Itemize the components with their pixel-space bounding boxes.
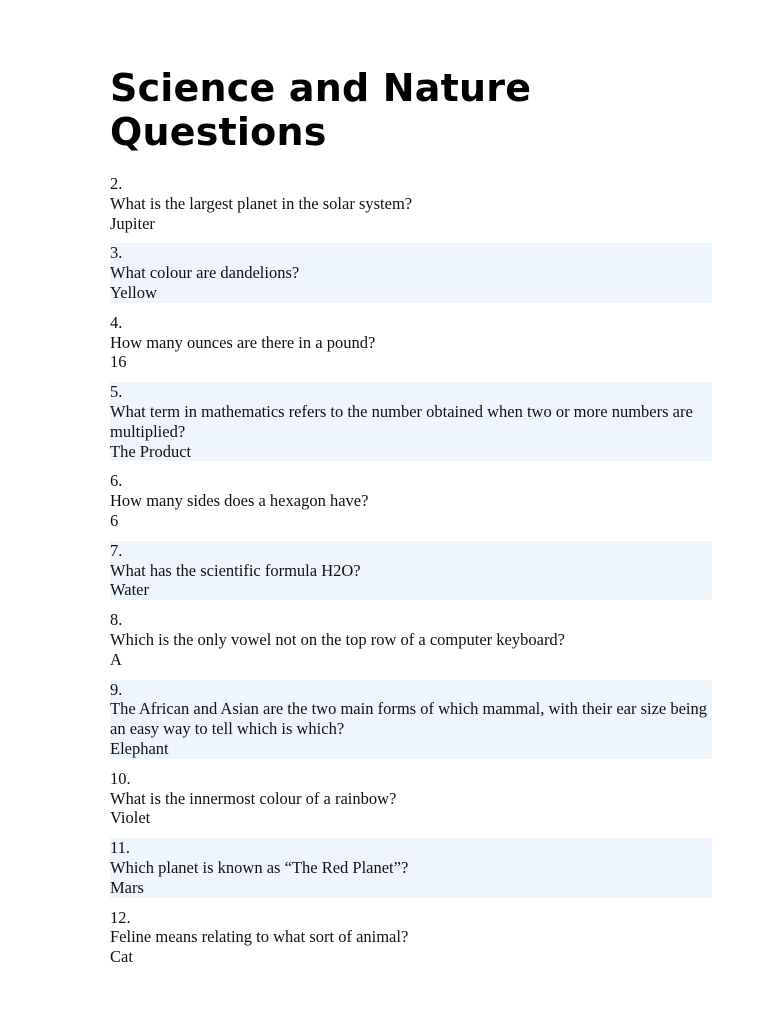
question-number: 2.	[110, 174, 123, 193]
question-item	[110, 243, 712, 302]
question-number: 5.	[110, 382, 123, 402]
question-text: What term in mathematics refers to the number obtained when two or more numbers are multiplied?	[110, 401, 693, 441]
question-number: 10.	[110, 768, 131, 788]
question-text: What colour are dandelions?	[110, 263, 300, 283]
question-text: The African and Asian are the two main forms of which mammal, with their ear size being an easy way to tell which is which?	[110, 699, 708, 739]
question-text: What has the scientific formula H2O?	[110, 560, 361, 580]
question-text: Which planet is known as “The Red Planet”?	[110, 857, 409, 877]
answer-text: Elephant	[110, 738, 169, 758]
question-item	[110, 313, 712, 372]
question-item	[110, 382, 712, 461]
question-number: 7.	[110, 540, 123, 560]
question-item	[110, 769, 712, 828]
question-item	[110, 174, 712, 233]
question-text: What is the innermost colour of a rainbow?	[110, 788, 397, 808]
answer-text: Water	[110, 580, 149, 600]
question-item	[110, 908, 712, 967]
answer-text: Yellow	[110, 282, 157, 302]
question-text: What is the largest planet in the solar system?	[110, 193, 413, 213]
question-number: 12.	[110, 907, 131, 927]
question-item	[110, 541, 712, 600]
question-text: Feline means relating to what sort of animal?	[110, 927, 409, 947]
answer-text: Cat	[110, 947, 133, 967]
question-text: How many sides does a hexagon have?	[110, 491, 369, 511]
question-item	[110, 838, 712, 897]
question-text: How many ounces are there in a pound?	[110, 332, 376, 352]
question-number: 11.	[110, 838, 131, 858]
question-number: 4.	[110, 312, 123, 332]
question-number: 6.	[110, 471, 123, 491]
answer-text: Mars	[110, 877, 144, 897]
question-text: Which is the only vowel not on the top row of a computer keyboard?	[110, 629, 566, 649]
question-number: 3.	[110, 243, 123, 263]
question-item	[110, 471, 712, 530]
page-title: Science and Nature Questions	[110, 66, 532, 154]
answer-text: 16	[110, 352, 127, 372]
question-list	[110, 174, 712, 967]
question-number: 8.	[110, 610, 123, 630]
question-number: 9.	[110, 679, 123, 699]
answer-text: The Product	[110, 441, 192, 461]
document-content	[110, 66, 712, 977]
answer-text: Jupiter	[110, 213, 155, 233]
question-item	[110, 610, 712, 669]
question-item	[110, 680, 712, 759]
answer-text: Violet	[110, 808, 151, 828]
answer-text: A	[110, 649, 122, 669]
answer-text: 6	[110, 510, 119, 530]
